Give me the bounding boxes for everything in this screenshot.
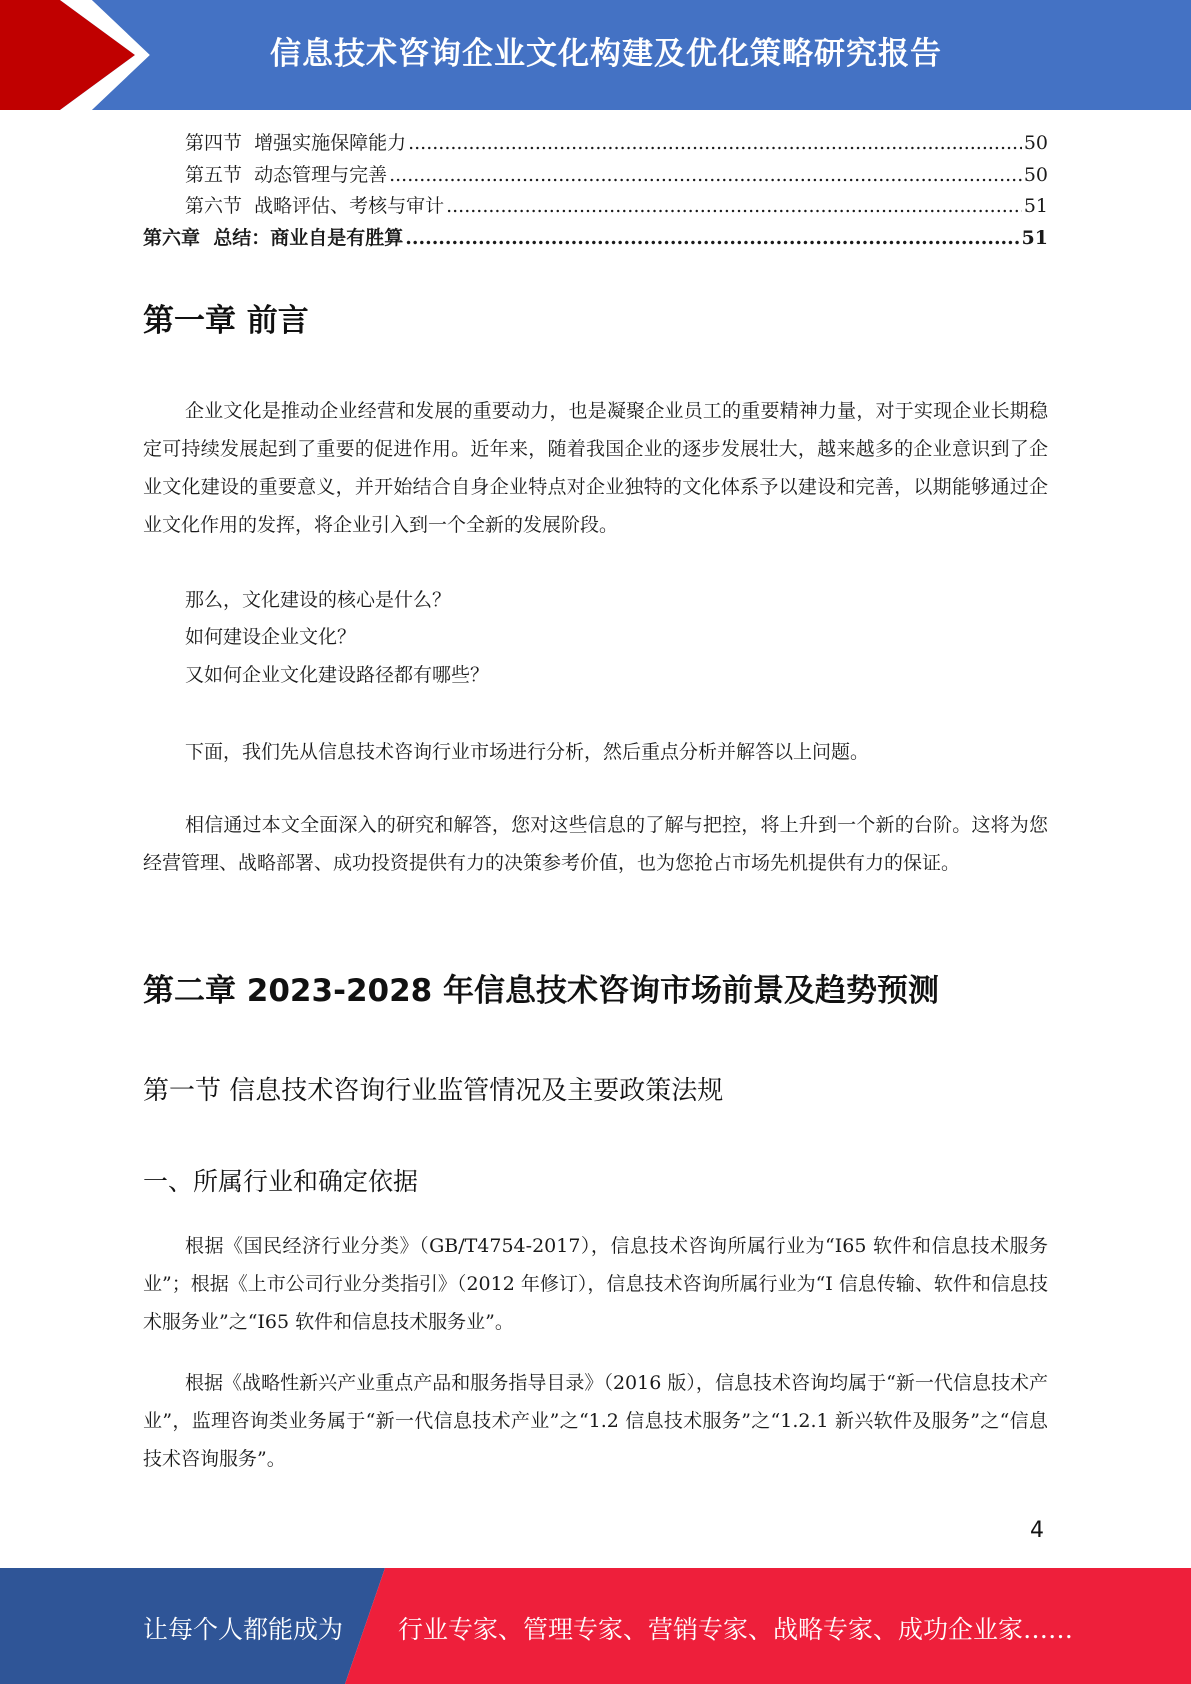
toc-leader-dots [408,132,1022,154]
report-title: 信息技术咨询企业文化构建及优化策略研究报告 [270,36,942,72]
subsection-1-title: 一、所属行业和确定依据 [143,1167,419,1196]
page-footer [0,1568,1191,1684]
chapter-1-paragraph-2: 下面，我们先从信息技术咨询行业市场进行分析，然后重点分析并解答以上问题。 [185,741,870,763]
page-number: 4 [1030,1518,1044,1543]
toc-entry-page: 50 [1023,132,1048,154]
chapter-1-paragraph-3: 相信通过本文全面深入的研究和解答，您对这些信息的了解与把控，将上升到一个新的台阶。这将为您经营管理、战略部署、成功投资提供有力的决策参考价值，也为您抢占市场先机提供有力的保证。 [143,814,1048,874]
toc-entry-page: 50 [1023,163,1048,186]
toc-leader-dots [405,227,1019,249]
chapter-2-title: 第二章 2023-2028 年信息技术咨询市场前景及趋势预测 [143,973,940,1009]
footer-slogan-right: 行业专家、管理专家、营销专家、战略专家、成功企业家…… [398,1615,1074,1644]
toc-entry[interactable] [143,223,1048,255]
chapter-1-paragraph-1: 企业文化是推动企业经营和发展的重要动力，也是凝聚企业员工的重要精神力量，对于实现企业长期稳定可持续发展起到了重要的促进作用。近年来，随着我国企业的逐步发展壮大，越来越多的企业意识到了企业文化建设的重要意义，并开始结合自身企业特点对企业独特的文化体系予以建设和完善，以期能够通过企业文化作用的发挥，将企业引入到一个全新的发展阶段。 [143,400,1048,536]
toc-entry-label: 第五节 动态管理与完善 [185,163,388,186]
question-3: 又如何企业文化建设路径都有哪些？ [185,664,490,686]
toc-entry-label: 第四节 增强实施保障能力 [185,132,407,154]
toc-entry-page: 51 [1021,226,1048,249]
question-1: 那么，文化建设的核心是什么？ [185,589,452,611]
footer-slogan-left: 让每个人都能成为 [143,1615,344,1644]
page-header [0,0,1191,110]
toc-leader-dots [446,195,1022,217]
chapter-2-paragraph-2: 根据《战略性新兴产业重点产品和服务指导目录》（2016 版），信息技术咨询均属于“新一代信息技术产业”，监理咨询类业务属于“新一代信息技术产业”之“1.2 信息技术服务”之“1.2.1 新兴软件及服务”之“信息技术咨询服务”。 [143,1372,1048,1470]
toc-entry-label: 第六节 战略评估、考核与审计 [185,195,445,217]
section-1-title: 第一节 信息技术咨询行业监管情况及主要政策法规 [143,1076,724,1106]
toc-leader-dots [389,164,1022,186]
toc-entry[interactable] [143,191,1048,223]
chapter-2-paragraph-1: 根据《国民经济行业分类》（GB/T4754-2017），信息技术咨询所属行业为“I65 软件和信息技术服务业”；根据《上市公司行业分类指引》（2012 年修订），信息技术咨询所属行业为“I 信息传输、软件和信息技术服务业”之“I65 软件和信息技术服务业”。 [143,1235,1048,1333]
toc-entry-page: 51 [1023,195,1048,217]
toc-entry-label: 第六章 总结：商业自是有胜算 [143,226,404,249]
toc-entry[interactable] [143,128,1048,160]
question-2: 如何建设企业文化？ [185,626,357,648]
toc-entry[interactable] [143,160,1048,192]
table-of-contents [143,128,1048,254]
chapter-1-title: 第一章 前言 [143,303,309,339]
